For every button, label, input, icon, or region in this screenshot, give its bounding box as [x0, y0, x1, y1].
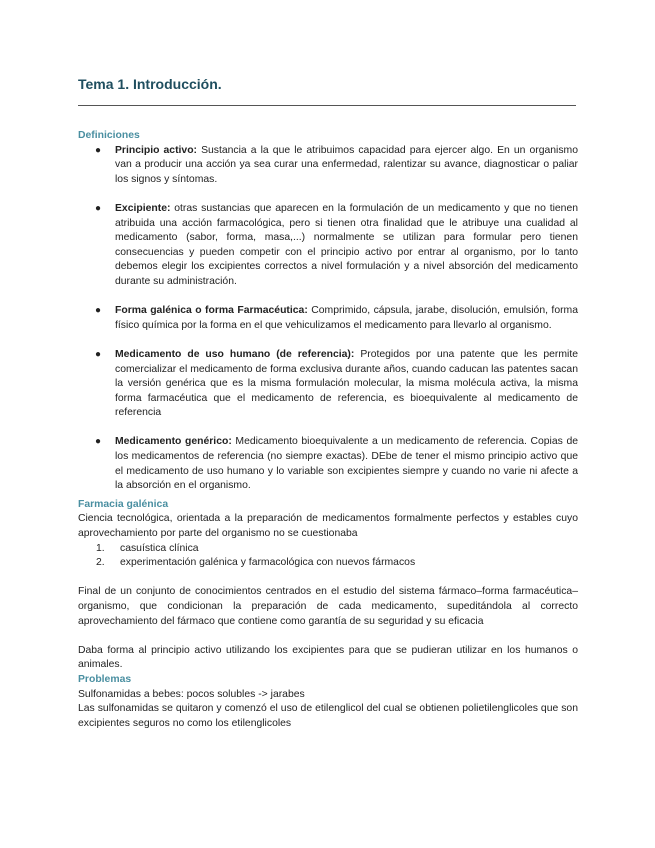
definition-item [78, 144, 578, 188]
numbered-list [78, 542, 578, 571]
list-number: 2. [96, 557, 105, 569]
section-heading-problemas: Problemas [78, 673, 132, 685]
spacer [78, 571, 578, 586]
list-item-text: experimentación galénica y farmacológica con nuevos fármacos [120, 557, 416, 569]
definition-term: Excipiente: [115, 202, 171, 214]
definition-term: Principio activo: [115, 144, 198, 156]
spacer [78, 629, 578, 644]
bullet-icon: ● [95, 305, 102, 317]
bullet-icon: ● [95, 202, 102, 214]
definition-term: Forma galénica o forma Farmacéutica: [115, 305, 308, 317]
definition-text: Comprimido, cápsula, jarabe, disolución, emulsión, forma físico química por la forma en el que vehiculizamos el medicamento para llevarlo al organismo. [115, 305, 578, 331]
definitions-list [78, 144, 578, 494]
farmacia-intro: Ciencia tecnológica, orientada a la preparación de medicamentos formalmente perfectos y estables cuyo aprovechamiento por parte del organismo no se cuestionaba [78, 513, 578, 540]
definition-item [78, 202, 578, 290]
page-title: Tema 1. Introducción. [78, 76, 222, 92]
definition-term: Medicamento de uso humano (de referencia): [115, 348, 355, 360]
horizontal-rule [78, 105, 576, 106]
definition-item [78, 435, 578, 493]
bullet-icon: ● [95, 144, 102, 156]
section-heading-farmacia: Farmacia galénica [78, 498, 169, 510]
definition-text: Medicamento bioequivalente a un medicamento de referencia. Copias de los medicamentos de referencia (no siempre exactas). DEbe de tener el mismo principio activo que el medicamento de uso humano y lo variable son excipientes siempre y cuando no varie ni afecte a la absorción en el organismo. [115, 436, 578, 492]
section-heading-definiciones: Definiciones [78, 130, 140, 141]
definition-text: otras sustancias que aparecen en la formulación de un medicamento y que no tienen atribuida una acción farmacológica, pero si tienen otra finalidad que le atribuye una cualidad al medicamento (sabor, forma, masa,...) normalmente se utilizan para formular pero tienen consecuencias y pueden competir con el principio activo por entrar al organismo, por lo tanto debemos elegir los excipientes correctos a nivel formulación y a nivel absorción del medicamento durante su administración. [115, 202, 578, 287]
farmacia-paragraph: Daba forma al principio activo utilizando los excipientes para que se pudieran utilizar en los humanos o animales. [78, 644, 578, 671]
definition-item [78, 304, 578, 333]
list-item [78, 542, 578, 557]
definition-text: Sustancia a la que le atribuimos capacidad para ejercer algo. En un organismo van a producir una acción ya sea curar una enfermedad, ralentizar su avance, diagnosticar o paliar los signos y síntomas. [115, 144, 578, 185]
bullet-icon: ● [95, 436, 102, 448]
list-item-text: casuística clínica [120, 542, 199, 554]
problemas-line: Sulfonamidas a bebes: pocos solubles -> jarabes [78, 688, 305, 700]
definition-term: Medicamento genérico: [115, 436, 232, 448]
list-item [78, 556, 578, 571]
problemas-line: Las sulfonamidas se quitaron y comenzó el uso de etilenglicol del cual se obtienen polietilenglicoles que son excipientes seguros no como los etilenglicoles [78, 703, 578, 729]
bullet-icon: ● [95, 348, 102, 360]
definition-item [78, 348, 578, 421]
document-body [78, 129, 578, 731]
farmacia-paragraph: Final de un conjunto de conocimientos centrados en el estudio del sistema fármaco–forma farmacéutica–organismo, que condicionan la preparación de cada medicamento, supeditándola al correcto aprovechamiento del fármaco que contiene como garantía de su seguridad y su eficacia [78, 586, 578, 627]
list-number: 1. [96, 542, 105, 554]
definition-text: Protegidos por una patente que les permite comercializar el medicamento de forma exclusiva durante años, cuando caducan las patentes sacan la versión genérica que es la misma formulación molecular, la misma molécula activa, la misma forma farmacéutica que el medicamento de referencia, es bioequivalente al medicamento de referencia [115, 348, 578, 419]
